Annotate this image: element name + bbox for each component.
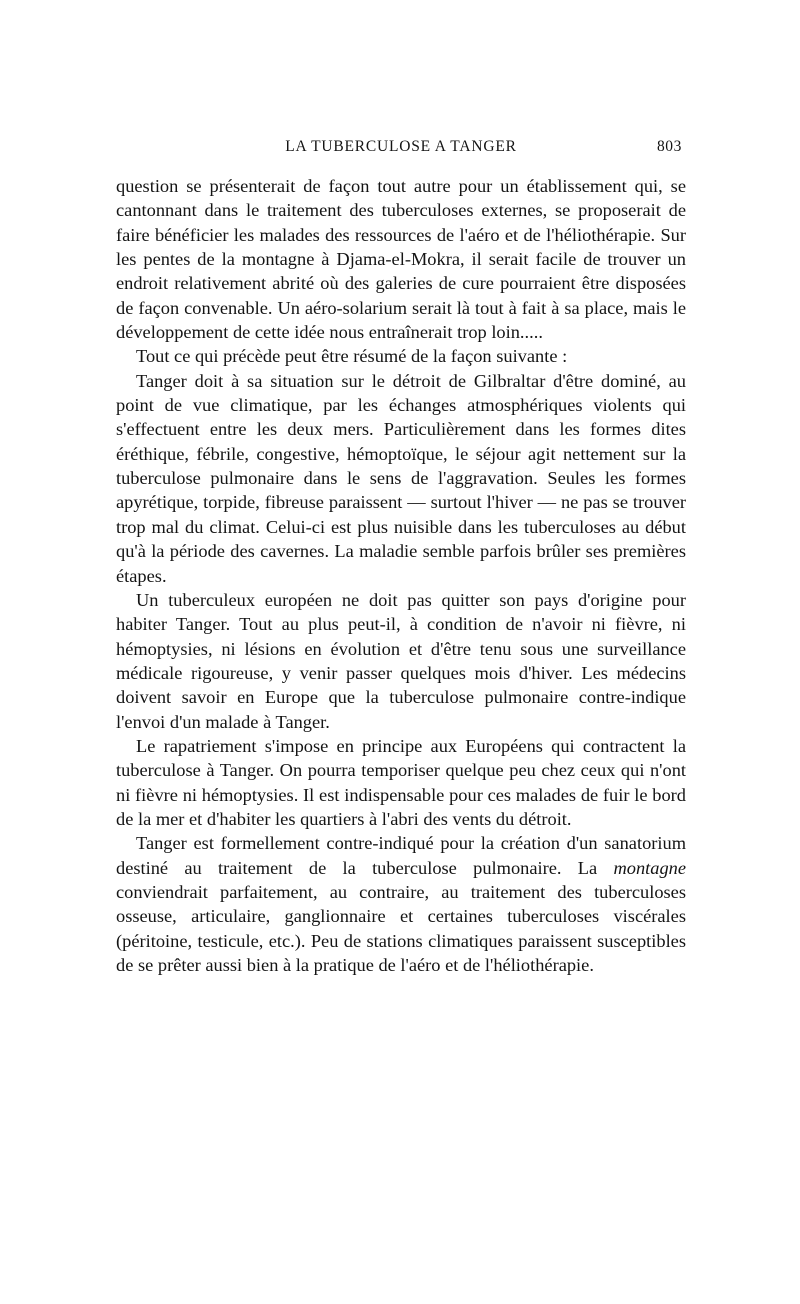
paragraph-3: Tanger doit à sa situation sur le détroit de Gilbraltar d'être dominé, au point de vue climatique, par les échanges atmosphériques violents qui s'effectuent entre les deux mers. Particulièrement dans les formes dites éréthique, fébrile, congestive, hémoptoïque, le séjour agit nettement sur la tuberculose pulmonaire dans le sens de l'aggravation. Seules les formes apyrétique, torpide, fibreuse paraissent — surtout l'hiver — ne pas se trouver trop mal du climat. Celui-ci est plus nuisible dans les tuberculoses au début qu'à la période des cavernes. La maladie semble parfois brûler ses premières étapes. xyxy=(116,370,686,586)
running-title: LA TUBERCULOSE A TANGER xyxy=(285,138,517,155)
body-text xyxy=(116,174,686,977)
running-header xyxy=(116,138,686,166)
paragraph-4: Un tuberculeux européen ne doit pas quitter son pays d'origine pour habiter Tanger. Tout au plus peut-il, à condition de n'avoir ni fièvre, ni hémoptysies, ni lésions en évolution et d'être tenu sous une surveillance médicale rigoureuse, y venir passer quelques mois d'hiver. Les médecins doivent savoir en Europe que la tuberculose pulmonaire contre-indique l'envoi d'un malade à Tanger. xyxy=(116,589,686,732)
paragraph-2: Tout ce qui précède peut être résumé de la façon suivante : xyxy=(136,346,568,367)
paragraph-6-italic-word: montagne xyxy=(613,857,686,878)
paragraph-5: Le rapatriement s'impose en principe aux Européens qui contractent la tuberculose à Tanger. On pourra temporiser quelque peu chez ceux qui n'ont ni fièvre ni hémoptysies. Il est indispensable pour ces malades de fuir le bord de la mer et d'habiter les quartiers à l'abri des vents du détroit. xyxy=(116,735,686,829)
paragraph-6-end: conviendrait parfaitement, au contraire, au traitement des tuberculoses osseuse, articulaire, ganglionnaire et certaines tuberculoses viscérales (péritoine, testicule, etc.). Peu de stations climatiques paraissent susceptibles de se prêter aussi bien à la pratique de l'aéro et de l'héliothérapie. xyxy=(116,881,686,975)
paragraph-6 xyxy=(116,831,686,977)
paragraph-1: question se présenterait de façon tout autre pour un établissement qui, se cantonnant dans le traitement des tuberculoses externes, se proposerait de faire bénéficier les malades des ressources de l'aéro et de l'héliothérapie. Sur les pentes de la montagne à Djama-el-Mokra, il serait facile de trouver un endroit relativement abrité où des galeries de cure pourraient être disposées de façon convenable. Un aéro-solarium serait là tout à fait à sa place, mais le développement de cette idée nous entraînerait trop loin..... xyxy=(116,176,686,343)
book-page xyxy=(116,138,686,977)
paragraph-6-start: Tanger est formellement contre-indiqué pour la création d'un sanatorium destiné au traitement de la tuberculose pulmonaire. La xyxy=(116,833,686,878)
page-number: 803 xyxy=(656,138,682,155)
